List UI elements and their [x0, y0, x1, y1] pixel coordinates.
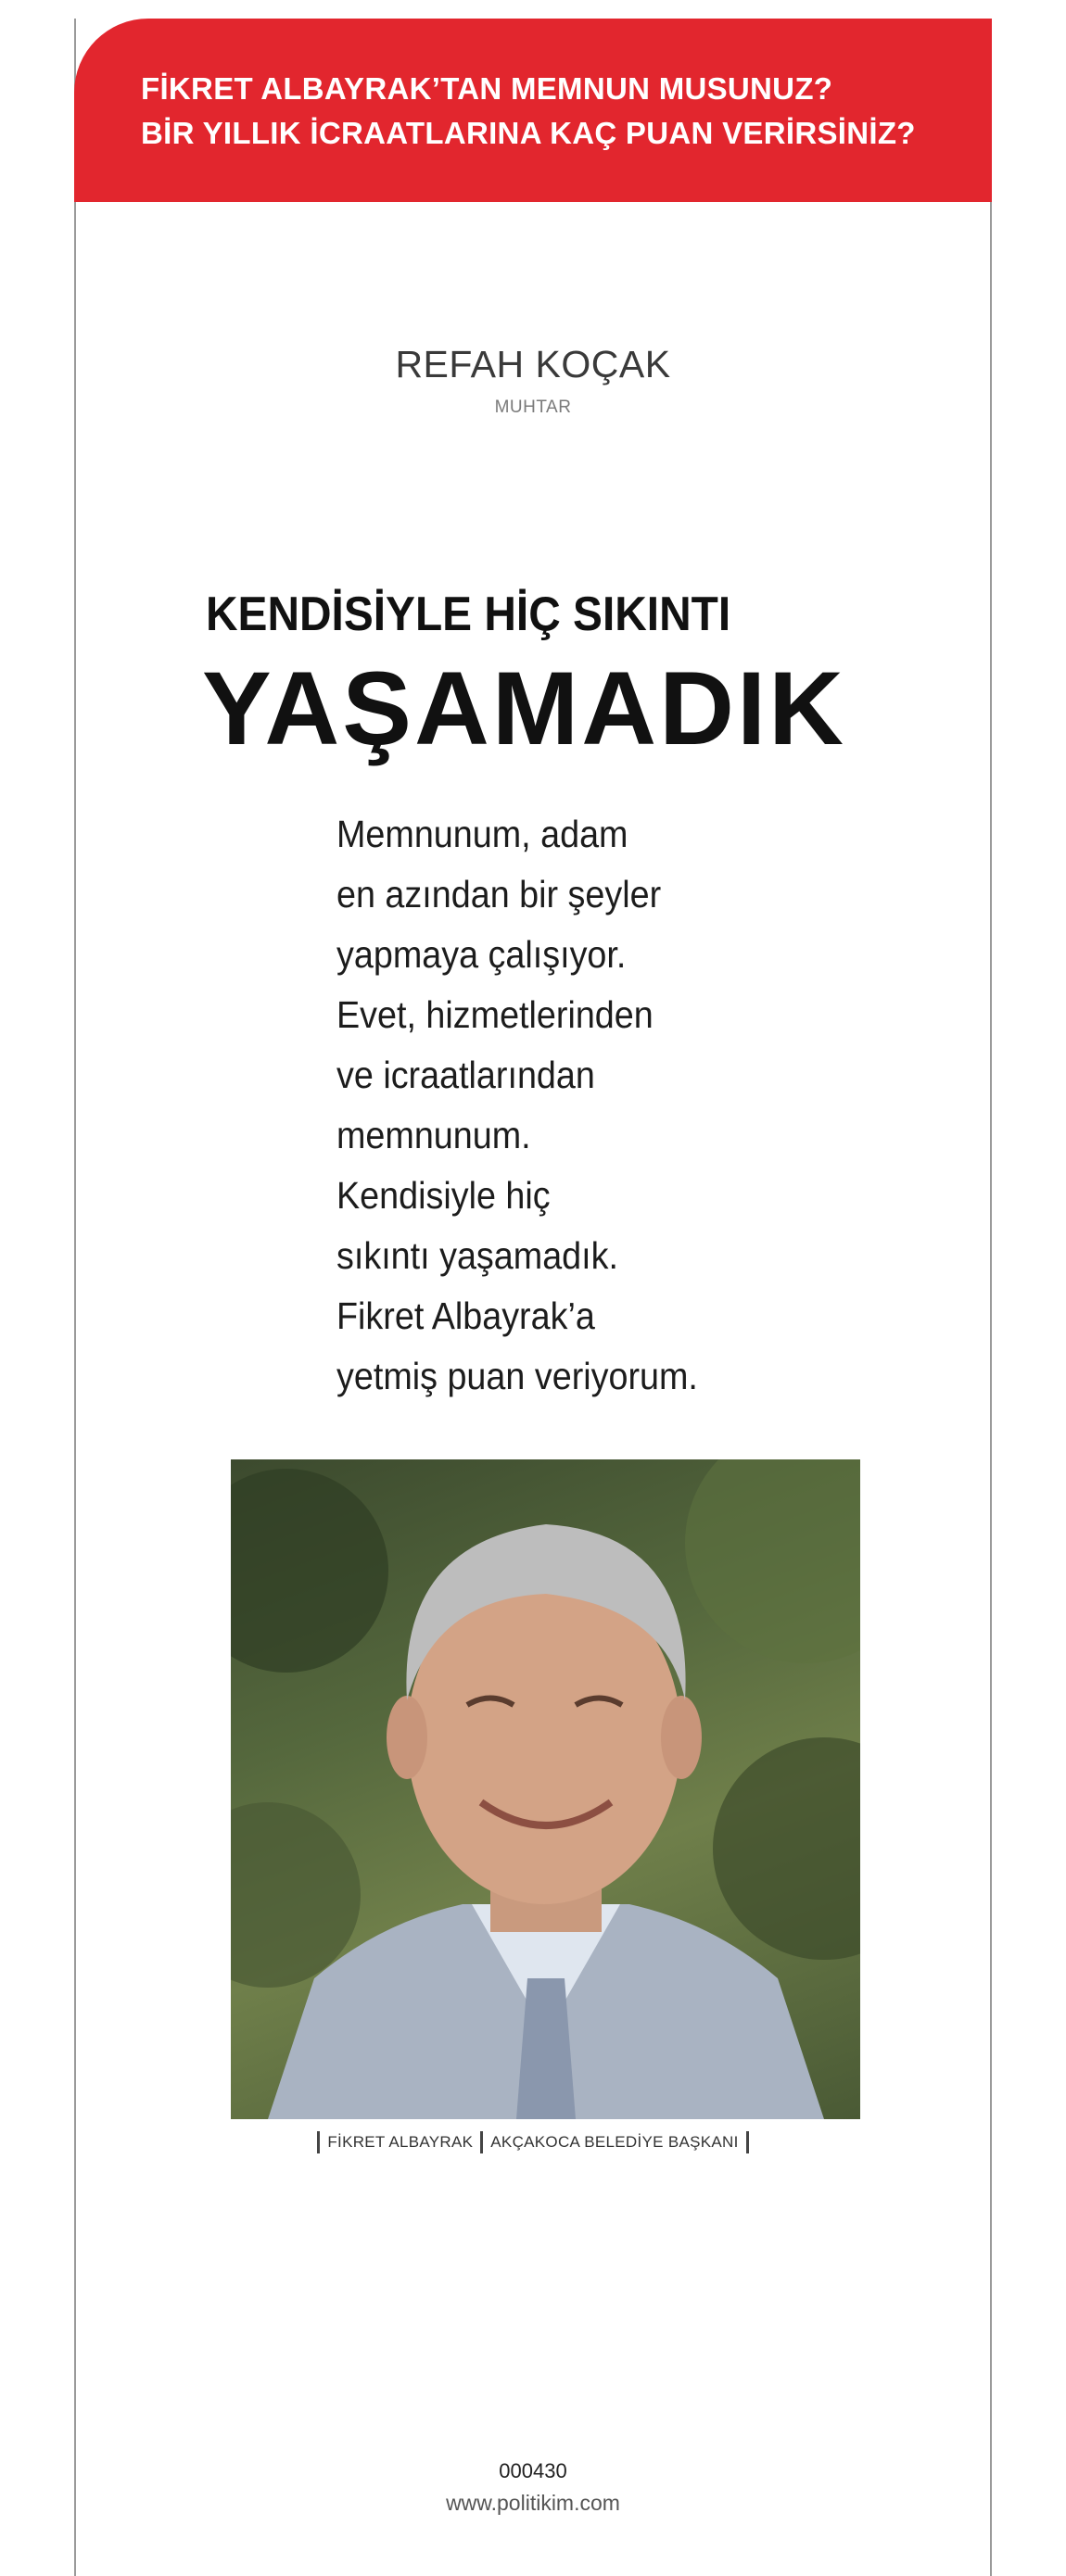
quote-line: memnunum. [336, 1114, 531, 1156]
quote-line: yetmiş puan veriyorum. [336, 1355, 698, 1397]
quote-line: Fikret Albayrak’a [336, 1294, 595, 1337]
quote-text [336, 804, 698, 1407]
quote-line: ve icraatlarından [336, 1054, 595, 1096]
quote-line: sıkıntı yaşamadık. [336, 1234, 618, 1277]
headline-main: YAŞAMADIK [202, 650, 846, 766]
banner-line-1: FİKRET ALBAYRAK’TAN MEMNUN MUSUNUZ? [141, 71, 833, 106]
quote-line: Kendisiyle hiç [336, 1174, 551, 1217]
caption-name: FİKRET ALBAYRAK [327, 2133, 474, 2151]
portrait-illustration [231, 1459, 860, 2119]
footer-code: 000430 [499, 2459, 567, 2482]
question-banner [74, 19, 992, 202]
caption-divider [746, 2131, 749, 2153]
quote-line: Memnunum, adam [336, 813, 628, 855]
quote-line: Evet, hizmetlerinden [336, 993, 654, 1036]
quote-line: en azından bir şeyler [336, 873, 662, 915]
person-role: MUHTAR [494, 398, 572, 417]
caption-title: AKÇAKOCA BELEDİYE BAŞKANI [490, 2133, 739, 2151]
quote-line: yapmaya çalışıyor. [336, 933, 627, 976]
footer-url: www.politikim.com [446, 2491, 620, 2515]
caption-divider [480, 2131, 483, 2153]
person-name: REFAH KOÇAK [395, 343, 671, 385]
portrait-photo [231, 1459, 860, 2119]
photo-caption [0, 2131, 1066, 2153]
banner-line-2: BİR YILLIK İCRAATLARINA KAÇ PUAN VERİRSİNİZ? [141, 116, 916, 150]
headline-top: KENDİSİYLE HİÇ SIKINTI [206, 587, 731, 641]
caption-divider [317, 2131, 320, 2153]
